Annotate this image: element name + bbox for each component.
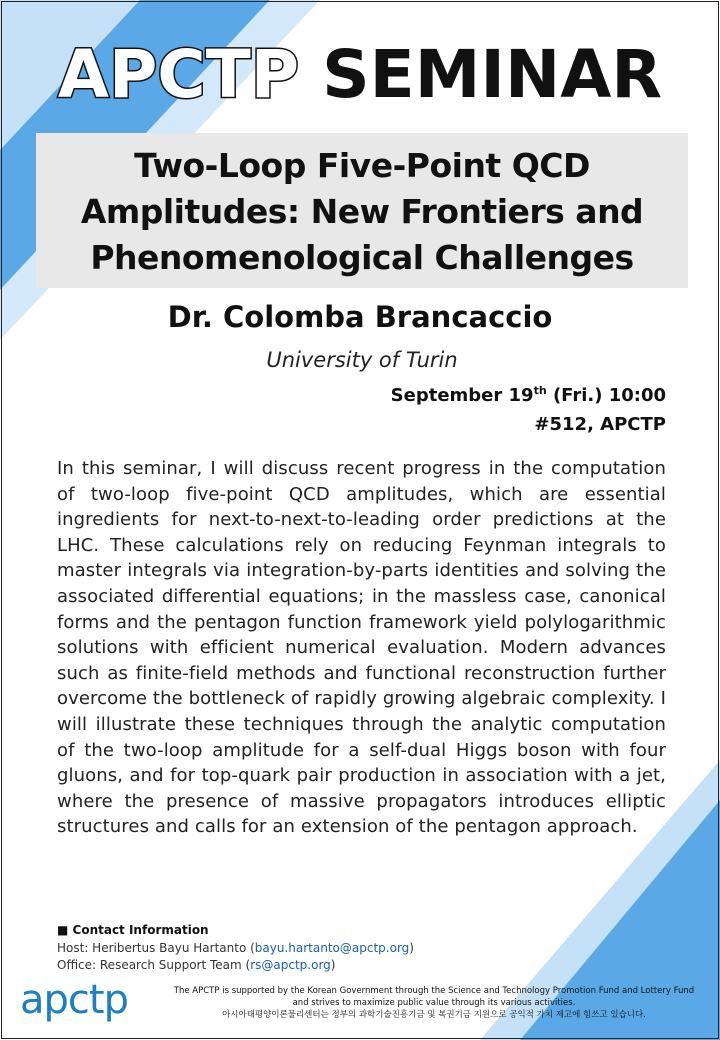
office-suffix: ) (330, 958, 336, 972)
host-suffix: ) (409, 941, 414, 955)
talk-title (36, 143, 688, 281)
speaker-name: Dr. Colomba Brancaccio (167, 300, 553, 334)
support-line-2: and strives to maximize public value through its various activities. (292, 998, 576, 1008)
contact-office (57, 958, 335, 972)
date-suffix: (Fri.) 10:00 (546, 385, 666, 406)
date-ordinal: th (533, 384, 547, 397)
talk-title-line-2: Amplitudes: New Frontiers and (80, 192, 644, 231)
talk-title-line-1: Two-Loop Five-Point QCD (134, 146, 590, 185)
contact-host (57, 941, 414, 955)
support-line-1: The APCTP is supported by the Korean Government through the Science and Technology Promotion Fund and Lottery Fund (173, 986, 695, 996)
seminar-datetime (391, 384, 666, 406)
office-email-link[interactable]: rs@apctp.org (250, 958, 331, 972)
date-prefix: September 19 (390, 385, 534, 406)
talk-title-line-3: Phenomenological Challenges (90, 238, 634, 277)
host-email-link[interactable]: bayu.hartanto@apctp.org (254, 941, 410, 955)
seminar-venue: #512, APCTP (534, 414, 666, 435)
talk-abstract: In this seminar, I will discuss recent progress in the computation of two-loop five-point QCD amplitudes, which are essential ingredients for next-to-next-to-leading order predictions at the LHC. These calculations rely on reducing Feynman integrals to master integrals via integration-by-parts identities and solving the associated differential equations; in the massless case, canonical forms and the pentagon function framework yield polylogarithmic solutions with efficient numerical evaluation. Modern advances such as finite-field methods and functional reconstruction further overcome the bottleneck of rapidly growing algebraic complexity. I will illustrate these techniques through the analytic computation of the two-loop amplitude for a self-dual Higgs boson with four gluons, and for top-quark pair production in association with a jet, where the presence of massive propagators introduces elliptic structures and calls for an extension of the pentagon approach. (57, 458, 666, 838)
support-line-3: 아시아태평양이론물리센터는 정부의 과학기술진흥기금 및 복권기금 지원으로 공익적 가치 제고에 힘쓰고 있습니다. (222, 1010, 646, 1020)
apctp-logo: apctp (20, 977, 128, 1023)
host-label: Host: Heribertus Bayu Hartanto ( (57, 941, 255, 955)
contact-heading: ■ Contact Information (57, 923, 209, 937)
office-label: Office: Research Support Team ( (57, 958, 251, 972)
support-statement (165, 985, 703, 1021)
speaker-affiliation: University of Turin (266, 348, 458, 372)
poster-headline (0, 36, 720, 113)
headline-apctp: APCTP (57, 36, 300, 113)
headline-seminar: SEMINAR (322, 36, 663, 113)
